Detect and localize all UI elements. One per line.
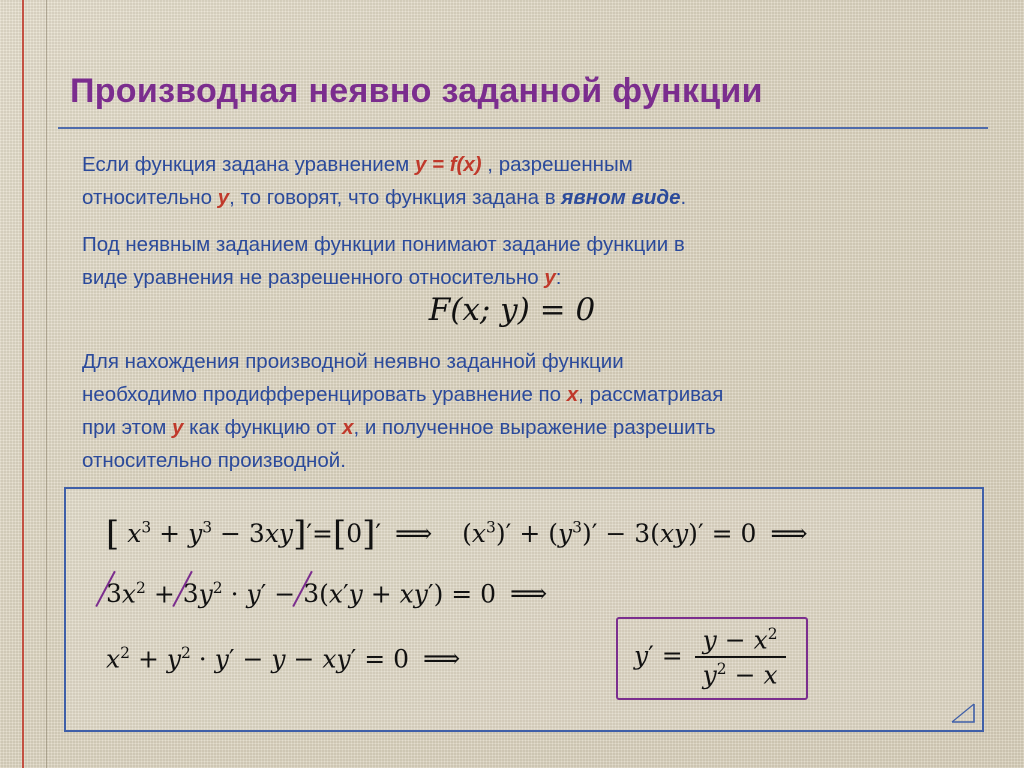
paragraph-method: [82, 345, 962, 477]
p3-var-x-1: x: [566, 383, 579, 406]
result-numerator: $y - x^2$: [702, 625, 778, 655]
derivation-line-3: $x^2 + y^2 \cdot y' - y - xy' = 0$ ⟹: [106, 644, 461, 675]
p2-line2-text-a: виде уравнения не разрешенного относительно: [82, 266, 545, 289]
p3-line4: относительно производной.: [82, 449, 346, 472]
p3-line2-text-a: необходимо продифференцировать уравнение по: [82, 383, 567, 406]
derivation-box: [64, 487, 984, 732]
p2-line1: Под неявным заданием функции понимают задание функции в: [82, 233, 685, 256]
p3-var-x-2: x: [342, 416, 354, 439]
implicit-equation-formula: [0, 292, 1024, 328]
paragraph-explicit-definition: [82, 148, 962, 214]
paragraph-implicit-definition: [82, 228, 962, 294]
page-title: Производная неявно заданной функции: [70, 72, 763, 110]
derivation-line-1: [ $x^3 + y^3 - 3xy]'=[0]'$ ⟹ $(x^3)' + (y^3)' - 3(xy)' = 0$ ⟹: [106, 514, 808, 554]
p2-line2-text-b: :: [555, 266, 562, 289]
p1-line2-text-b: , то говорят, что функция задана в: [229, 186, 562, 209]
p1-line1-text-a: Если функция задана уравнением: [82, 153, 415, 176]
title-underline: [58, 127, 988, 129]
p3-line1: Для нахождения производной неявно заданной функции: [82, 350, 624, 373]
p3-line3-text-b: как функцию от: [183, 416, 343, 439]
cancelled-coefficient-3: 3: [303, 579, 320, 609]
p3-line3-text-a: при этом: [82, 416, 173, 439]
p3-line3-text-c: , и полученное выражение разрешить: [353, 416, 716, 439]
result-fraction: [695, 625, 786, 690]
result-denominator: $y^2 - x$: [695, 656, 786, 689]
p1-formula-yfx: y = f(x): [414, 153, 482, 176]
p1-emphasis-explicit-form: явном виде: [561, 186, 681, 209]
left-accent-line-gray: [46, 0, 47, 768]
p1-line2-text-a: относительно: [82, 186, 218, 209]
p1-var-y: y: [217, 186, 230, 209]
implicit-equation-text: F(x; y) = 0: [428, 292, 596, 328]
p2-var-y: y: [544, 266, 556, 289]
corner-fold-icon: [950, 702, 976, 724]
left-accent-line-red: [22, 0, 24, 768]
p3-line2-text-b: , рассматривая: [578, 383, 724, 406]
final-result-formula: y′ = $\frac{y - x^2}{y^2 - x}$: [616, 617, 808, 700]
derivation-line-2: $3x^2 + 3y^2 \cdot y' - 3(x'y + xy') = 0$ ⟹: [106, 579, 548, 610]
cancelled-coefficient-2: 3: [182, 579, 199, 609]
cancelled-coefficient-1: 3: [106, 579, 122, 609]
p3-var-y: y: [172, 416, 184, 439]
p1-line1-text-b: , разрешенным: [481, 153, 633, 176]
p1-line2-text-c: .: [680, 186, 687, 209]
